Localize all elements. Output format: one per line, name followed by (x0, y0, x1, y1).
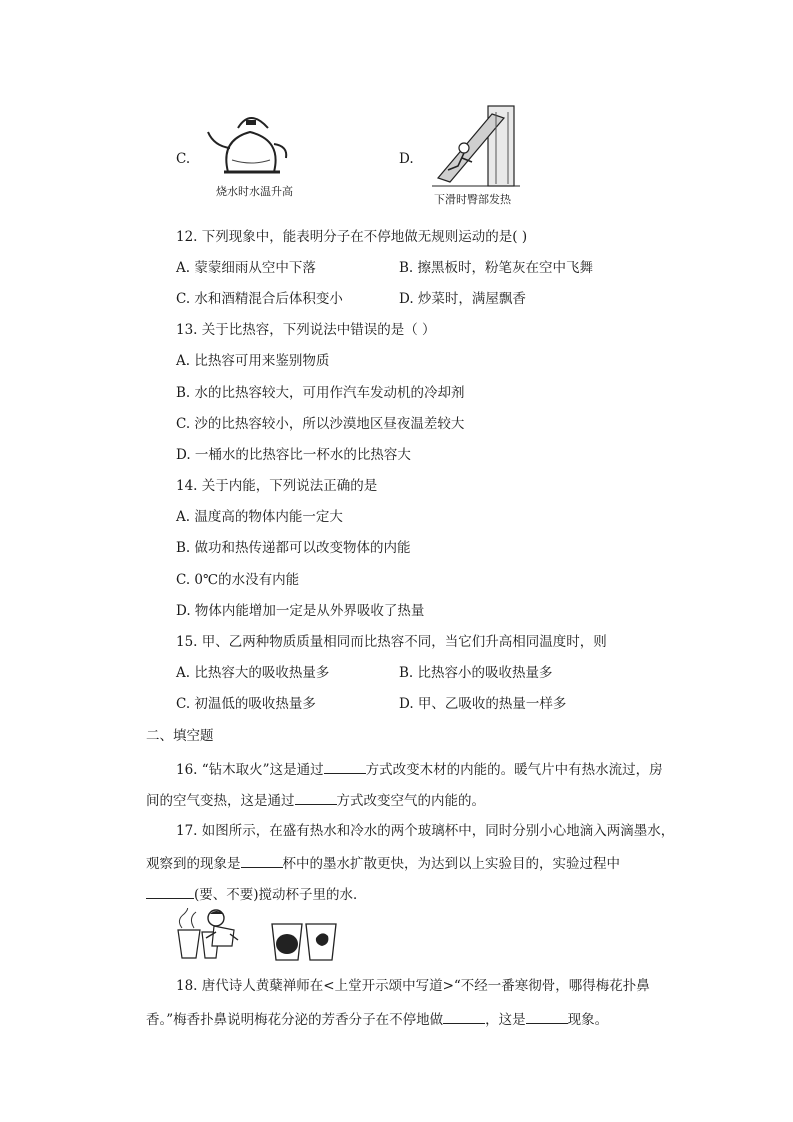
q17-line-3 (146, 884, 367, 904)
q14-stem: 14. 关于内能，下列说法正确的是 (176, 478, 378, 494)
option-c-caption: 烧水时水温升高 (216, 185, 293, 198)
slide-figure (428, 104, 524, 190)
q16-text-2a: 间的空气变热，这是通过 (146, 793, 295, 809)
q15-option-d: D. 甲、乙吸收的热量一样多 (399, 696, 567, 712)
q13-option-d: D. 一桶水的比热容比一杯水的比热容大 (176, 447, 411, 463)
q13-option-b: B. 水的比热容较大，可用作汽车发动机的冷却剂 (176, 385, 465, 401)
q12-option-a: A. 蒙蒙细雨从空中下落 (176, 260, 316, 276)
q17-text-2a: 观察到的现象是 (146, 856, 241, 872)
q15-option-a: A. 比热容大的吸收热量多 (176, 665, 330, 681)
q17-line-2 (146, 853, 620, 873)
q17-blank-2[interactable] (146, 884, 194, 899)
q16-blank-2[interactable] (295, 790, 337, 805)
q13-option-c: C. 沙的比热容较小，所以沙漠地区昼夜温差较大 (176, 416, 465, 432)
q18-line-1: 18. 唐代诗人黄蘖禅师在<上堂开示颂中写道>“不经一番寒彻骨，哪得梅花扑鼻 (176, 978, 650, 994)
q14-option-d: D. 物体内能增加一定是从外界吸收了热量 (176, 603, 425, 619)
q13-stem: 13. 关于比热容，下列说法中错误的是（ ） (176, 322, 436, 338)
kettle-figure (200, 110, 300, 180)
q16-text-1b: 方式改变木材的内能的。暖气片中有热水流过，房 (365, 762, 663, 778)
q16-blank-1[interactable] (324, 759, 366, 774)
q18-text-2a: 香。”梅香扑鼻说明梅花分泌的芳香分子在不停地做 (146, 1012, 444, 1028)
q16-text-1a: 16. “钻木取火”这是通过 (176, 762, 324, 778)
ink-diffusion-figure (172, 908, 342, 964)
q16-line-1 (176, 759, 663, 779)
q15-option-c: C. 初温低的吸收热量多 (176, 696, 316, 712)
q17-text-3b: (要、不要)搅动杯子里的水． (194, 887, 367, 903)
q14-option-a: A. 温度高的物体内能一定大 (176, 509, 343, 525)
option-d-label: D. (399, 151, 414, 167)
q13-option-a: A. 比热容可用来鉴别物质 (176, 353, 330, 369)
q12-stem: 12. 下列现象中，能表明分子在不停地做无规则运动的是( ) (176, 229, 528, 245)
q17-line-1: 17. 如图所示，在盛有热水和冷水的两个玻璃杯中，同时分别小心地滴入两滴墨水， (176, 823, 675, 839)
option-d-caption: 下滑时臀部发热 (434, 193, 511, 206)
q16-line-2 (146, 790, 485, 810)
q12-option-d: D. 炒菜时，满屋飘香 (399, 291, 526, 307)
q12-option-c: C. 水和酒精混合后体积变小 (176, 291, 343, 307)
section-title: 二、填空题 (146, 728, 214, 744)
q12-option-b: B. 擦黑板时，粉笔灰在空中飞舞 (399, 260, 594, 276)
q17-blank-1[interactable] (241, 853, 283, 868)
q18-blank-2[interactable] (526, 1009, 568, 1024)
q16-text-2b: 方式改变空气的内能的。 (336, 793, 485, 809)
q18-text-2b: ，这是 (485, 1012, 526, 1028)
q14-option-b: B. 做功和热传递都可以改变物体的内能 (176, 540, 411, 556)
q14-option-c: C. 0℃的水没有内能 (176, 572, 300, 588)
option-c-label: C. (176, 151, 191, 167)
q17-text-2b: 杯中的墨水扩散更快，为达到以上实验目的，实验过程中 (282, 856, 620, 872)
q15-stem: 15. 甲、乙两种物质质量相同而比热容不同，当它们升高相同温度时，则 (176, 634, 607, 650)
q15-option-b: B. 比热容小的吸收热量多 (399, 665, 553, 681)
q18-blank-1[interactable] (443, 1009, 485, 1024)
q18-text-2c: 现象。 (567, 1012, 609, 1028)
q18-line-2 (146, 1009, 608, 1029)
